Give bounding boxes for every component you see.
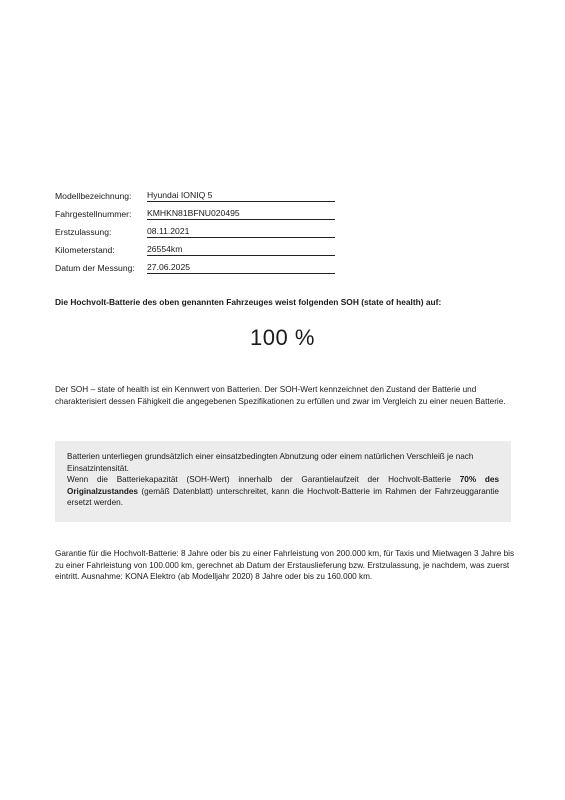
field-value-vin: KMHKN81BFNU020495 [147, 207, 335, 220]
notice-capacity-threshold: 70% des Originalzustandes [67, 475, 499, 496]
field-row-vin [55, 202, 335, 220]
vehicle-info-fields [55, 184, 335, 274]
field-label-measurement-date: Datum der Messung: [55, 263, 135, 273]
field-value-mileage: 26554km [147, 243, 335, 256]
field-row-model [55, 184, 335, 202]
field-row-mileage [55, 238, 335, 256]
soh-value: 100 % [250, 325, 315, 350]
warranty-text: Garantie für die Hochvolt-Batterie: 8 Jahre oder bis zu einer Fahrleistung von 200.000 km, für Taxis und Mietwagen 3 Jahre bis zu einer Fahrleistung von 100.000 km, gerechnet ab Datum der Erstauslieferung bzw. Erstzulassung, je nachdem, was zuerst eintritt. Ausnahme: KONA Elektro (ab Modelljahr 2020) 8 Jahre oder bis zu 160.000 km. [55, 549, 515, 581]
notice-paragraph-capacity [67, 474, 499, 509]
field-row-measurement-date [55, 256, 335, 274]
notice-box [55, 441, 511, 522]
field-label-registration: Erstzulassung: [55, 227, 112, 237]
notice-content [67, 451, 499, 509]
field-label-mileage: Kilometerstand: [55, 245, 115, 255]
soh-explanation: Der SOH – state of health ist ein Kennwert von Batterien. Der SOH-Wert kennzeichnet den Zustand der Batterie und charakterisiert dessen Fähigkeit die angegebenen Spezifikationen zu erfüllen und zwar im Vergleich zu einer neuen Batterie. [55, 385, 506, 406]
soh-statement: Die Hochvolt-Batterie des oben genannten Fahrzeuges weist folgenden SOH (state of health) auf: [55, 297, 442, 307]
notice-paragraph-wear: Batterien unterliegen grundsätzlich einer einsatzbedingten Abnutzung oder einem natürlichen Verschleiß je nach Einsatzintensität. [67, 452, 474, 473]
field-label-model: Modellbezeichnung: [55, 191, 132, 201]
field-row-registration [55, 220, 335, 238]
field-value-model: Hyundai IONIQ 5 [147, 189, 335, 202]
field-label-vin: Fahrgestellnummer: [55, 209, 132, 219]
field-value-registration: 08.11.2021 [147, 225, 335, 238]
notice-capacity-start: Wenn die Batteriekapazität (SOH-Wert) innerhalb der Garantielaufzeit der Hochvolt-Batterie [67, 475, 460, 484]
field-value-measurement-date: 27.06.2025 [147, 261, 335, 274]
notice-capacity-end: (gemäß Datenblatt) unterschreitet, kann die Hochvolt-Batterie im Rahmen der Fahrzeuggarantie ersetzt werden. [67, 486, 499, 507]
